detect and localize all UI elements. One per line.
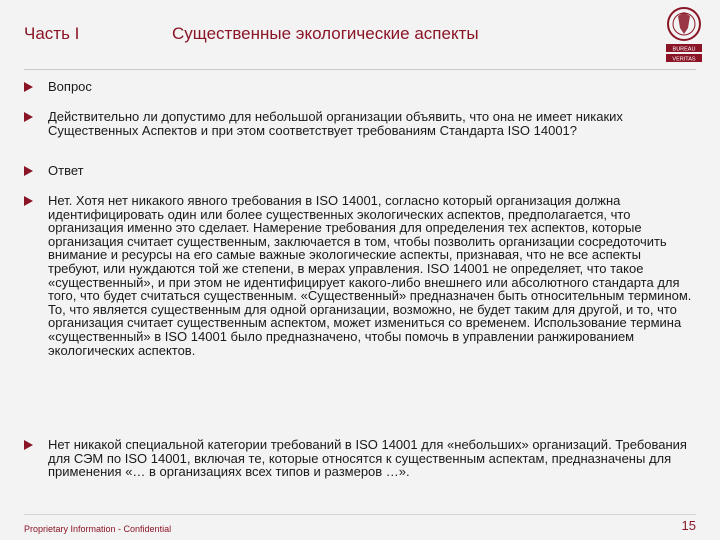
slide-header: [0, 0, 720, 70]
bullet-text: Нет никакой специальной категории требований в ISO 14001 для «небольших» организаций. Требования для СЭМ по ISO 14001, включая те, которые относятся к существенным аспектам, предназначены для применения «… в организациях всех типов и размеров …».: [48, 437, 687, 480]
bullet-text: Вопрос: [48, 79, 92, 94]
logo-line1: BUREAU: [672, 46, 696, 53]
bullet-arrow-icon: [24, 440, 33, 450]
footer-confidential-label: Proprietary Information - Confidential: [24, 524, 172, 534]
bureau-veritas-logo: [664, 6, 704, 64]
page-number: 15: [681, 518, 696, 533]
logo-line2: VERITAS: [672, 56, 696, 63]
bullet-arrow-icon: [24, 166, 33, 176]
slide-title: Существенные экологические аспекты: [172, 24, 479, 43]
part-label: Часть I: [24, 24, 80, 43]
bullet-text: Действительно ли допустимо для небольшой организации объявить, что она не имеет никаких Существенных Аспектов и при этом соответствует требованиям Стандарта ISO 14001?: [48, 109, 623, 138]
footer-divider: [24, 514, 696, 515]
bullet-text: Нет. Хотя нет никакого явного требования в ISO 14001, согласно который организация должна идентифицировать один или более существенных экологических аспектов, предполагается, что организация именно это сделает. Намерение требования для определения тех аспектов, которые организация считает существенным, заключается в том, чтобы позволить организации сосредоточить внимание и ресурсы на его самые важные экологические аспекты, признавая, что не все аспекты требуют, или нуждаются той же степени, в мерах управления. ISO 14001 не определяет, что такое «существенный», и при этом не идентифицирует какого-либо внешнего или абсолютного стандарта для того, что будет считаться существенным. «Существенный» предназначен быть относительным термином. То, что является существенным для одной организации, возможно, не будет таким для другой, и то, что организация считает существенным аспектом, может измениться со временем. Использование термина «существенный» в ISO 14001 было предназначено, чтобы помочь в управлении ранжированием экологических аспектов.: [48, 193, 692, 358]
bullet-arrow-icon: [24, 196, 33, 206]
bullet-arrow-icon: [24, 112, 33, 122]
header-divider: [24, 69, 696, 70]
bullet-text: Ответ: [48, 163, 84, 178]
bullet-arrow-icon: [24, 82, 33, 92]
